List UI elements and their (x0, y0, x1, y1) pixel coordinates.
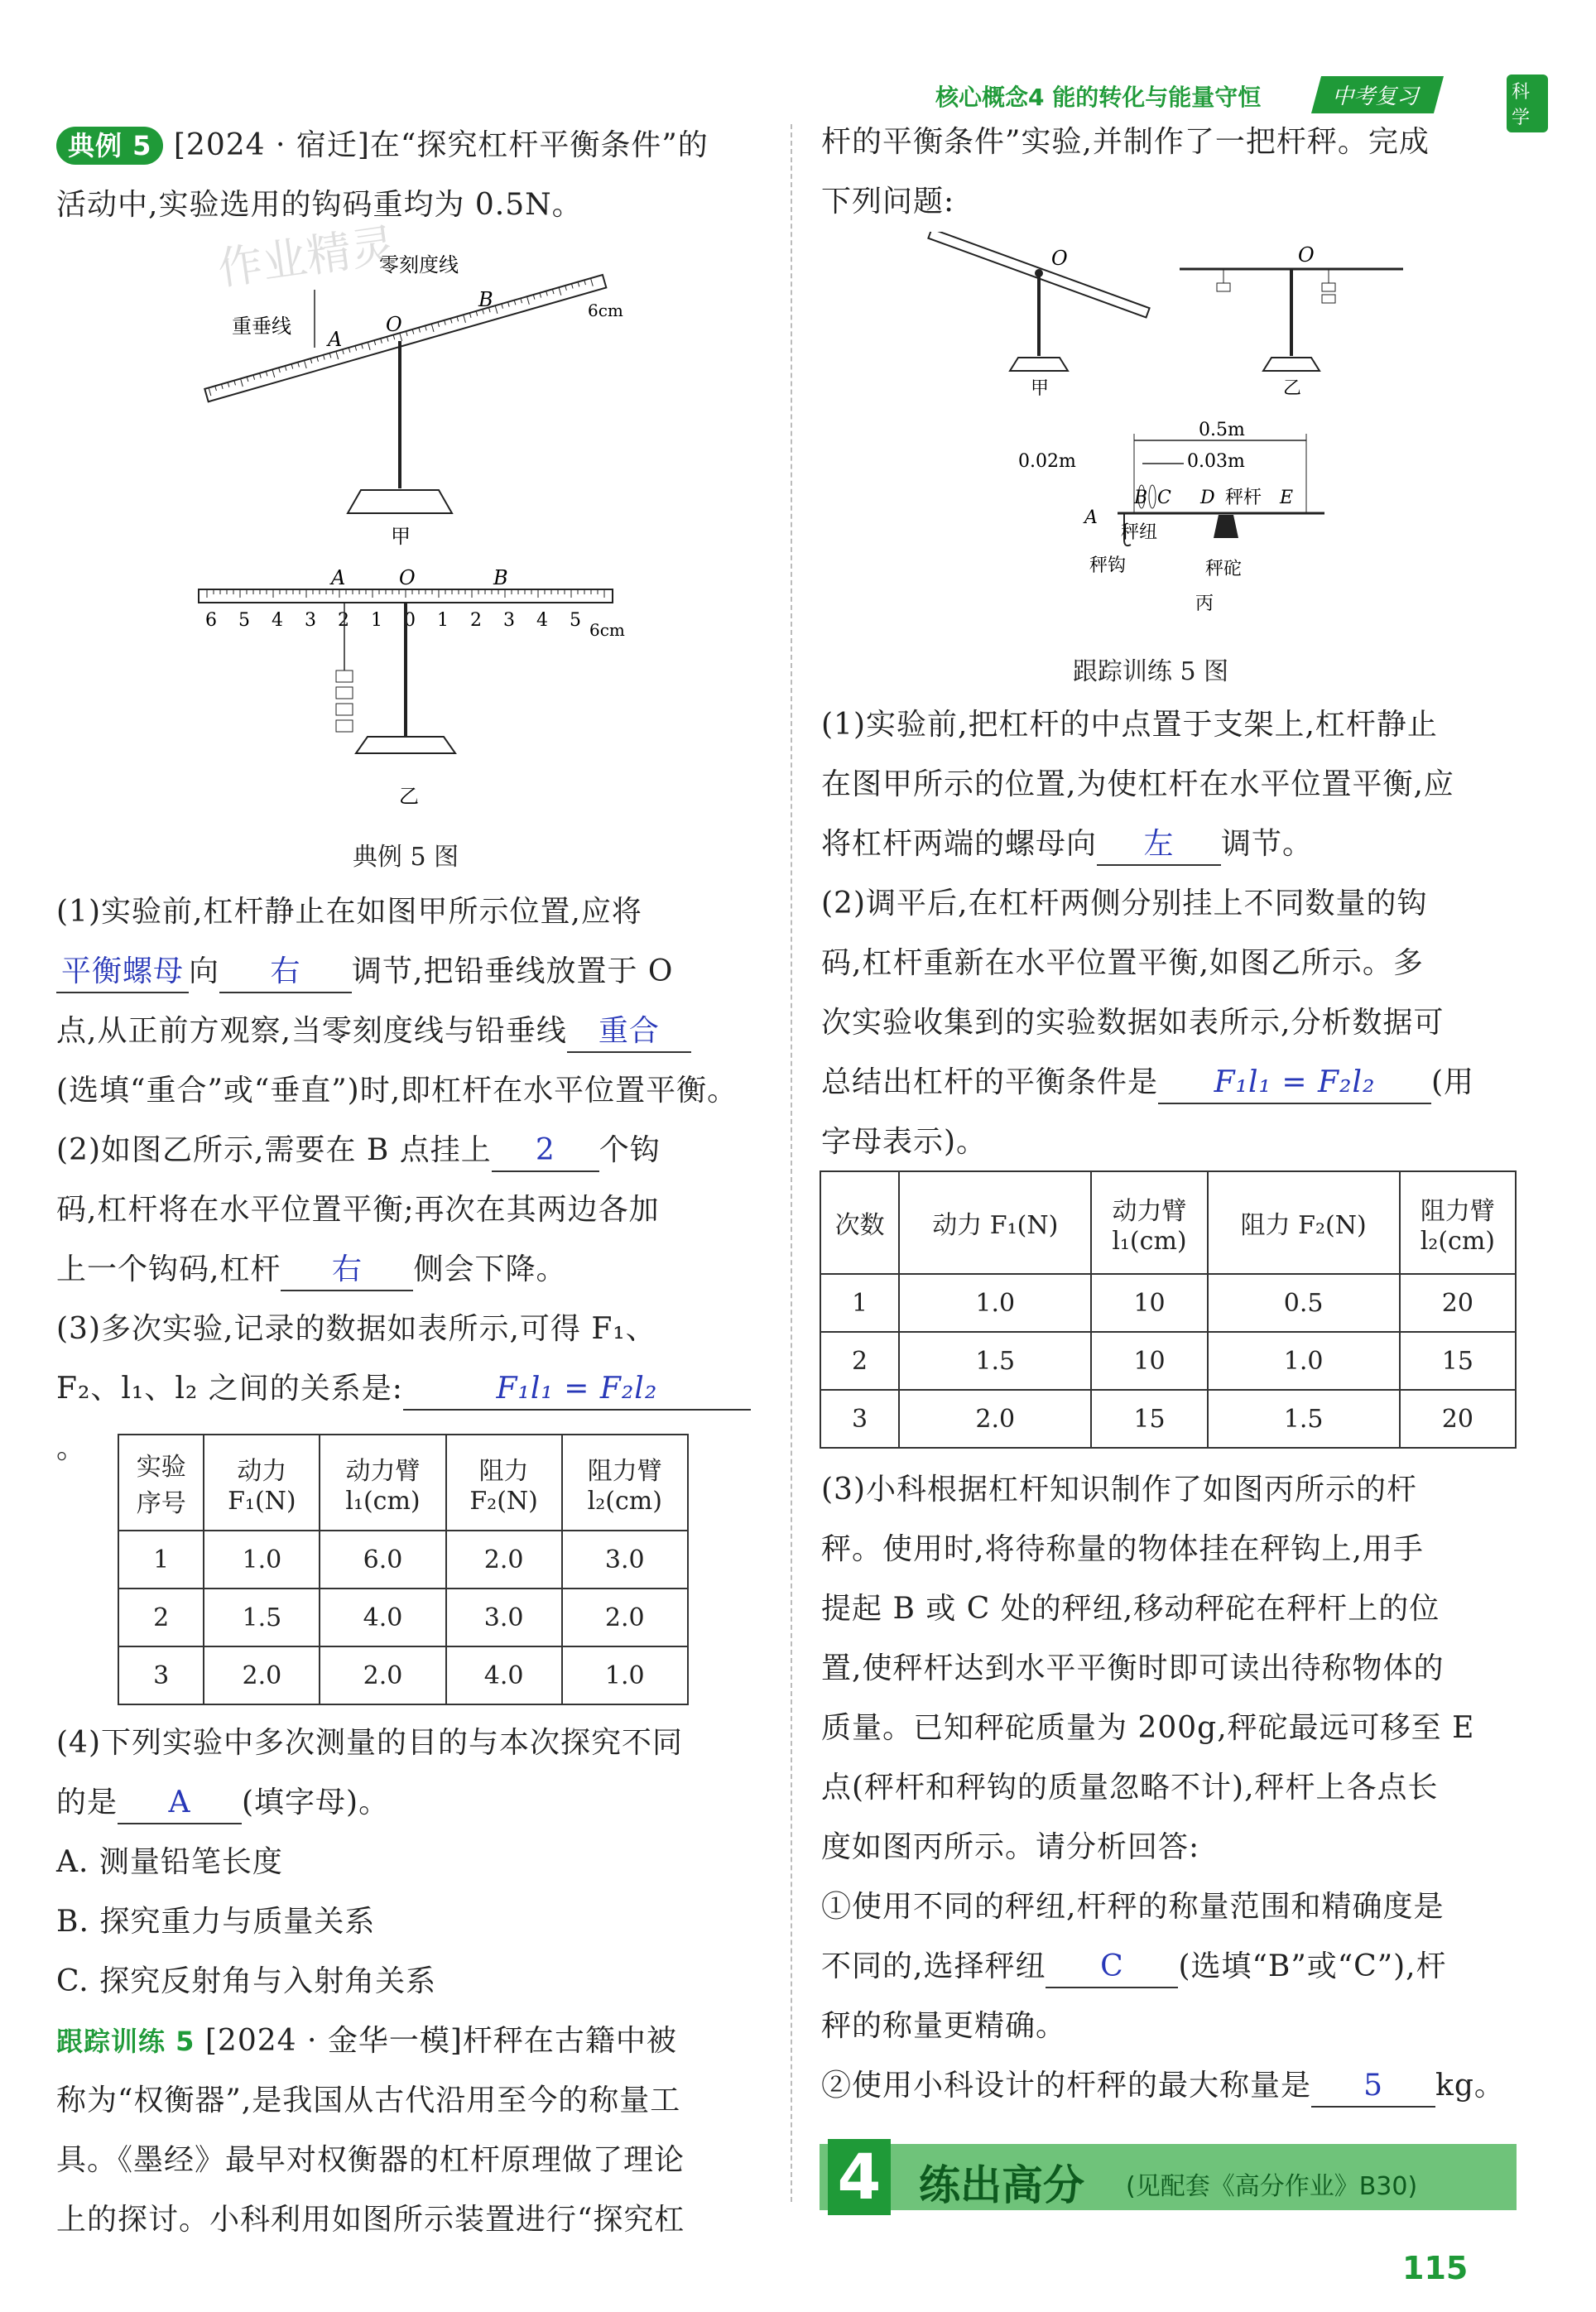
p2-line: (2)调平后,在杠杆两侧分别挂上不同数量的钩 (821, 887, 1428, 920)
s1-line: ①使用不同的秤纽,杆秤的称量范围和精确度是 (821, 1890, 1445, 1924)
q2-line: 码,杠杆将在水平位置平衡;再次在其两边各加 (56, 1193, 660, 1227)
example-source: [2024 · 宿迁] (173, 128, 370, 162)
s2-text: kg。 (1435, 2069, 1505, 2103)
example-tag: 典例 5 (56, 127, 163, 165)
header-badge: 中考复习 (1311, 76, 1444, 113)
q1-line: (1)实验前,杠杆静止在如图甲所示位置,应将 (56, 895, 642, 929)
label-plumb-line: 重垂线 (232, 315, 291, 338)
answer-blank[interactable]: 平衡螺母 (56, 955, 189, 993)
training-line: 杆的平衡条件”实验,并制作了一把杆秤。完成 (821, 125, 1430, 159)
p3-line: 提起 B 或 C 处的秤纽,移动秤砣在秤杆上的位 (821, 1592, 1440, 1626)
ruler-tick-label: 1 (371, 610, 382, 631)
table-cell: 4.0 (320, 1589, 445, 1646)
q4-line: (4)下列实验中多次测量的目的与本次探究不同 (56, 1726, 683, 1760)
answer-blank[interactable]: 右 (281, 1253, 413, 1291)
table-header-cell: 阻力 F₂(N) (1208, 1171, 1400, 1274)
fig-d1: 0.5m (1199, 420, 1245, 440)
table-cell: 1.0 (1208, 1332, 1400, 1390)
ruler-tick-label: 1 (437, 610, 449, 631)
p3-line: 秤。使用时,将待称量的物体挂在秤钩上,用手 (821, 1532, 1424, 1566)
banner-subtitle: (见配套《高分作业》B30) (1126, 2172, 1418, 2201)
banner-title: 练出高分 (919, 2161, 1084, 2209)
fig-D: D (1200, 488, 1215, 508)
answer-blank[interactable]: 2 (492, 1134, 599, 1172)
table-cell: 1.5 (1208, 1390, 1400, 1448)
label-cm2: 6cm (589, 620, 625, 640)
fig-E: E (1280, 488, 1294, 508)
fig-bing: 丙 (1195, 594, 1214, 614)
table-cell: 1.0 (204, 1531, 320, 1589)
table-header-cell: 次数 (820, 1171, 899, 1274)
training-continued (821, 113, 1541, 232)
label-cm: 6cm (588, 300, 623, 320)
q2-text: 侧会下降。 (413, 1252, 567, 1286)
fig-d2: 0.03m (1187, 451, 1245, 472)
answer-blank[interactable]: 左 (1097, 828, 1221, 866)
answer-blank[interactable]: 右 (219, 955, 352, 993)
fig-O-yi: O (1298, 243, 1315, 267)
table-cell: 2.0 (320, 1646, 445, 1704)
q3-line: (3)多次实验,记录的数据如表所示,可得 F₁、 (56, 1312, 656, 1346)
header-title: 核心概念4 能的转化与能量守恒 (935, 84, 1262, 111)
table-cell: 2 (820, 1332, 899, 1390)
table-cell: 0.5 (1208, 1274, 1400, 1332)
p2-line: 码,杠杆重新在水平位置平衡,如图乙所示。多 (821, 946, 1424, 980)
fig-ganggan: 秤杆 (1225, 488, 1262, 508)
label-O: O (386, 313, 402, 336)
example-questions (56, 882, 768, 1478)
table-cell: 3.0 (562, 1531, 688, 1589)
training-tag: 跟踪训练 5 (56, 2026, 195, 2057)
s1-text: (选填“B”或“C”),杆 (1178, 1949, 1447, 1983)
s1-line: 秤的称量更精确。 (821, 2009, 1067, 2043)
table-row (820, 1332, 1516, 1390)
q1-text: 调节,把铅垂线放置于 O (352, 954, 674, 988)
table-cell: 1 (820, 1274, 899, 1332)
q4-text: 的是 (56, 1786, 118, 1819)
p1-line: 在图甲所示的位置,为使杠杆在水平位置平衡,应 (821, 767, 1454, 801)
q1-line: (选填“重合”或“垂直”)时,即杠杆在水平位置平衡。 (56, 1074, 738, 1108)
q1-text: 向 (189, 954, 220, 988)
training-source: [2024 · 金华一模] (204, 2024, 463, 2058)
q4-text: (填字母)。 (242, 1786, 390, 1819)
subject-badge: 科学 (1507, 75, 1548, 132)
p1-line: (1)实验前,把杠杆的中点置于支架上,杠杆静止 (821, 708, 1438, 742)
fig-chengtuo: 秤砣 (1205, 559, 1243, 579)
table-cell: 1 (118, 1531, 204, 1589)
fig-chengniu: 秤纽 (1121, 522, 1158, 543)
table-header-cell: 实验 序号 (118, 1435, 204, 1531)
s2-text: ②使用小科设计的杆秤的最大称量是 (821, 2069, 1312, 2103)
table-row (118, 1589, 688, 1646)
table-cell: 20 (1400, 1390, 1516, 1448)
table-cell: 20 (1400, 1274, 1516, 1332)
table-cell: 10 (1091, 1332, 1207, 1390)
training-text: 杆秤在古籍中被 (462, 2024, 677, 2058)
watermark: 作业精灵 (214, 219, 399, 296)
intro-line: 在“探究杠杆平衡条件”的 (369, 128, 709, 162)
q3-text: F₂、l₁、l₂ 之间的关系是: (56, 1372, 403, 1406)
q1-text: 点,从正前方观察,当零刻度线与铅垂线 (56, 1014, 567, 1048)
label-yi: 乙 (399, 785, 419, 808)
ruler-tick-label: 3 (305, 610, 316, 631)
ruler-tick-label: 5 (238, 610, 250, 631)
p3-line: 点(秤杆和秤钩的质量忽略不计),秤杆上各点长 (821, 1771, 1439, 1805)
p3-line: 置,使秤杆达到水平平衡时即可读出待称物体的 (821, 1651, 1445, 1685)
option-c: C. 探究反射角与入射角关系 (56, 1964, 437, 1998)
answer-blank[interactable]: A (118, 1786, 242, 1824)
training-questions-3 (821, 1460, 1541, 2116)
table-row (820, 1274, 1516, 1332)
section-banner (820, 2140, 1517, 2213)
ruler-tick-label: 5 (570, 610, 581, 631)
ruler-tick-label: 6 (205, 610, 217, 631)
q2-text: 个钩 (598, 1133, 661, 1167)
table-row (118, 1646, 688, 1704)
ruler-tick-label: 2 (338, 610, 349, 631)
table-header-cell: 阻力臂 l₂(cm) (562, 1435, 688, 1531)
p3-line: 质量。已知秤砣质量为 200g,秤砣最远可移至 E (821, 1711, 1475, 1745)
table-header-cell: 阻力臂 l₂(cm) (1400, 1171, 1516, 1274)
table-cell: 2.0 (204, 1646, 320, 1704)
ruler-tick-label: 4 (536, 610, 548, 631)
table-cell: 2.0 (899, 1390, 1091, 1448)
table-header-cell: 动力 F₁(N) (204, 1435, 320, 1531)
p2-line: 次实验收集到的实验数据如表所示,分析数据可 (821, 1006, 1445, 1040)
answer-blank[interactable]: C (1046, 1950, 1178, 1988)
option-b: B. 探究重力与质量关系 (56, 1905, 376, 1939)
ruler-tick-label: 2 (470, 610, 482, 631)
p1-text: 调节。 (1221, 827, 1314, 861)
label-B2: B (493, 566, 508, 589)
table-row (118, 1531, 688, 1589)
fig-d3: 0.02m (1018, 451, 1076, 472)
answer-blank[interactable]: 5 (1311, 2069, 1435, 2108)
column-divider (791, 124, 792, 2202)
data-table-example (118, 1434, 689, 1705)
p1-text: 将杠杆两端的螺母向 (821, 827, 1098, 861)
training-line: 下列问题: (821, 185, 955, 219)
table-row (820, 1390, 1516, 1448)
figure-caption: 典例 5 图 (352, 843, 459, 872)
fig-C: C (1157, 488, 1171, 508)
answer-blank[interactable]: 重合 (567, 1015, 691, 1053)
table-cell: 1.5 (899, 1332, 1091, 1390)
label-jia: 甲 (391, 525, 411, 548)
table-cell: 4.0 (446, 1646, 562, 1704)
table-cell: 1.0 (899, 1274, 1091, 1332)
fig-chenggou: 秤钩 (1089, 555, 1127, 576)
table-cell: 3 (820, 1390, 899, 1448)
fig-yi: 乙 (1283, 378, 1302, 399)
table-cell: 15 (1091, 1390, 1207, 1448)
table-cell: 1.0 (562, 1646, 688, 1704)
intro-line: 活动中,实验选用的钩码重均为 0.5N。 (56, 188, 583, 222)
p3-line: 度如图丙所示。请分析回答: (821, 1830, 1200, 1864)
fig-A: A (1084, 507, 1098, 528)
option-a: A. 测量铅笔长度 (56, 1845, 283, 1879)
p2-text: (用 (1431, 1065, 1475, 1099)
table-cell: 2.0 (446, 1531, 562, 1589)
training-line: 上的探讨。小科利用如图所示装置进行“探究杠 (56, 2203, 685, 2237)
table-header-cell: 动力臂 l₁(cm) (1091, 1171, 1207, 1274)
page-number: 115 (1402, 2250, 1469, 2286)
table-cell: 1.5 (204, 1589, 320, 1646)
p2-text: 总结出杠杆的平衡条件是 (821, 1065, 1159, 1099)
label-A2: A (331, 566, 346, 589)
ruler-tick-label: 0 (404, 610, 416, 631)
label-B: B (478, 288, 493, 311)
data-table-training (820, 1170, 1517, 1449)
table-header-cell: 动力 F₁(N) (899, 1171, 1091, 1274)
p2-line: 字母表示)。 (821, 1125, 988, 1159)
q2-text: 上一个钩码,杠杆 (56, 1252, 281, 1286)
label-zero-line: 零刻度线 (379, 253, 459, 276)
table-cell: 6.0 (320, 1531, 445, 1589)
answer-blank[interactable]: F₁l₁ = F₂l₂ (403, 1372, 751, 1411)
label-O2: O (399, 566, 416, 589)
table-cell: 2 (118, 1589, 204, 1646)
table-cell: 3 (118, 1646, 204, 1704)
answer-blank[interactable]: F₁l₁ = F₂l₂ (1158, 1066, 1431, 1104)
table-cell: 10 (1091, 1274, 1207, 1332)
banner-number: 4 (828, 2139, 891, 2215)
p3-line: (3)小科根据杠杆知识制作了如图丙所示的杆 (821, 1473, 1417, 1507)
training-line: 具。《墨经》最早对权衡器的杠杆原理做了理论 (56, 2143, 685, 2177)
example-intro (56, 116, 768, 235)
training-questions-1 (821, 695, 1541, 1172)
ruler-tick-label: 4 (272, 610, 283, 631)
table-header-cell: 动力臂 l₁(cm) (320, 1435, 445, 1531)
table-cell: 2.0 (562, 1589, 688, 1646)
fig-jia: 甲 (1031, 378, 1050, 399)
table-cell: 3.0 (446, 1589, 562, 1646)
s1-text: 不同的,选择秤纽 (821, 1949, 1046, 1983)
q2-text: (2)如图乙所示,需要在 B 点挂上 (56, 1133, 492, 1167)
fig-B: B (1134, 488, 1148, 508)
q3-text: 。 (56, 1431, 88, 1465)
table-header-cell: 阻力 F₂(N) (446, 1435, 562, 1531)
q4-block (56, 1714, 768, 2250)
table-cell: 15 (1400, 1332, 1516, 1390)
lever-figure-example (166, 240, 662, 853)
fig-O-jia: O (1051, 247, 1068, 270)
page-header (935, 73, 1548, 128)
ruler-tick-label: 3 (503, 610, 515, 631)
training-line: 称为“权衡器”,是我国从古代沿用至今的称量工 (56, 2084, 681, 2117)
label-A: A (328, 328, 343, 351)
lever-figure-training (911, 232, 1424, 629)
figure-caption-training: 跟踪训练 5 图 (1072, 657, 1229, 686)
